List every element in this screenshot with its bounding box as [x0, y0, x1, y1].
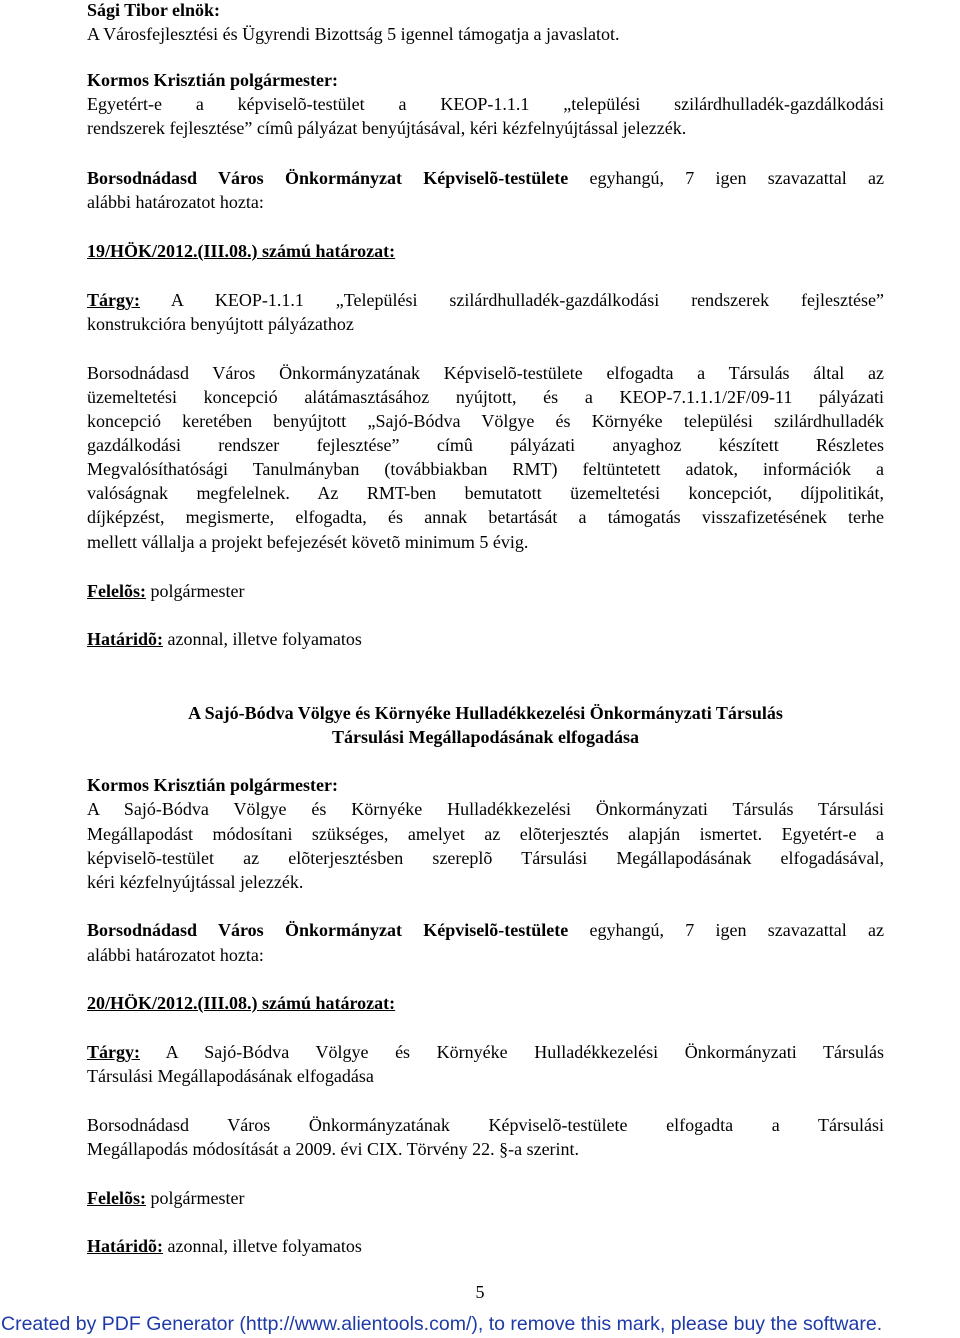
- paragraph-line: Társulási Megállapodásának elfogadása: [87, 1066, 374, 1086]
- speaker-name: Sági Tibor elnök:: [87, 0, 221, 20]
- paragraph-line: mellett vállalja a projekt befejezését követõ minimum 5 évig.: [87, 532, 529, 552]
- paragraph-line: konstrukcióra benyújtott pályázathoz: [87, 314, 354, 334]
- paragraph-line: díjképzést, megismerte, elfogadta, és annak betartását a támogatás visszafizetésének terhe: [87, 507, 884, 527]
- paragraph-line: Borsodnádasd Város Önkormányzatának Képviselõ-testülete elfogadta a Társulási: [87, 1115, 884, 1135]
- paragraph-line: Megvalósíthatósági Tanulmányban (továbbiakban RMT) feltüntetett adatok, információk a: [87, 459, 884, 479]
- paragraph-line: A Városfejlesztési és Ügyrendi Bizottság 5 igennel támogatja a javaslatot.: [87, 24, 620, 44]
- page-number: 5: [475, 1282, 485, 1302]
- paragraph-line: Megállapodás módosítását a 2009. évi CIX. Törvény 22. §-a szerint.: [87, 1139, 580, 1159]
- paragraph-line: Borsodnádasd Város Önkormányzatának Képviselõ-testülete elfogadta a Társulás által az: [87, 363, 884, 383]
- section-heading: A Sajó-Bódva Völgye és Környéke Hulladékkezelési Önkormányzati Társulás: [188, 703, 783, 723]
- deadline-line: Határidõ: azonnal, illetve folyamatos: [87, 629, 362, 649]
- paragraph-line: alábbi határozatot hozta:: [87, 945, 264, 965]
- resolution-subject: Tárgy: A Sajó-Bódva Völgye és Környéke Hulladékkezelési Önkormányzati Társulás: [87, 1042, 884, 1062]
- paragraph-line: alábbi határozatot hozta:: [87, 192, 264, 212]
- speaker-name: Kormos Krisztián polgármester:: [87, 70, 338, 90]
- resolution-number: 19/HÖK/2012.(III.08.) számú határozat:: [87, 241, 396, 261]
- responsible-line: Felelõs: polgármester: [87, 1188, 245, 1208]
- paragraph-line: Megállapodást módosítani szükséges, amelyet az elõterjesztés alapján ismertet. Egyetért-e a: [87, 824, 884, 844]
- deadline-line: Határidõ: azonnal, illetve folyamatos: [87, 1236, 362, 1256]
- paragraph-line: kéri kézfelnyújtással jelezzék.: [87, 872, 304, 892]
- paragraph-line: üzemeltetési koncepció alátámasztásához nyújtott, és a KEOP-7.1.1.1/2F/09-11 pályázati: [87, 387, 884, 407]
- resolution-subject: Tárgy: A KEOP-1.1.1 „Települési szilárdhulladék-gazdálkodási rendszerek fejlesztése”: [87, 290, 884, 310]
- section-heading: Társulási Megállapodásának elfogadása: [331, 727, 640, 747]
- paragraph-line: A Sajó-Bódva Völgye és Környéke Hulladékkezelési Önkormányzati Társulás Társulási: [87, 799, 884, 819]
- watermark-footer: Created by PDF Generator (http://www.alientools.com/), to remove this mark, please buy the software.: [1, 1313, 883, 1335]
- speaker-name: Kormos Krisztián polgármester:: [87, 775, 338, 795]
- responsible-line: Felelõs: polgármester: [87, 581, 245, 601]
- resolution-number: 20/HÖK/2012.(III.08.) számú határozat:: [87, 993, 396, 1013]
- paragraph-line: rendszerek fejlesztése” címû pályázat benyújtásával, kéri kézfelnyújtással jelezzék.: [87, 118, 687, 138]
- paragraph-line: Egyetért-e a képviselõ-testület a KEOP-1.1.1 „települési szilárdhulladék-gazdálkodási: [87, 94, 884, 114]
- paragraph-line: gazdálkodási rendszer fejlesztése” címû pályázati anyaghoz készített Részletes: [87, 435, 884, 455]
- paragraph-line: Borsodnádasd Város Önkormányzat Képviselõ-testülete egyhangú, 7 igen szavazattal az: [87, 920, 884, 940]
- paragraph-line: Borsodnádasd Város Önkormányzat Képviselõ-testülete egyhangú, 7 igen szavazattal az: [87, 168, 884, 188]
- paragraph-line: valóságnak megfelelnek. Az RMT-ben bemutatott üzemeltetési koncepciót, díjpolitikát,: [87, 483, 884, 503]
- paragraph-line: koncepció keretében benyújtott „Sajó-Bódva Völgye és Környéke települési szilárdhulladék: [87, 411, 884, 431]
- paragraph-line: képviselõ-testület az elõterjesztésben szereplõ Társulási Megállapodásának elfogadásával,: [87, 848, 884, 868]
